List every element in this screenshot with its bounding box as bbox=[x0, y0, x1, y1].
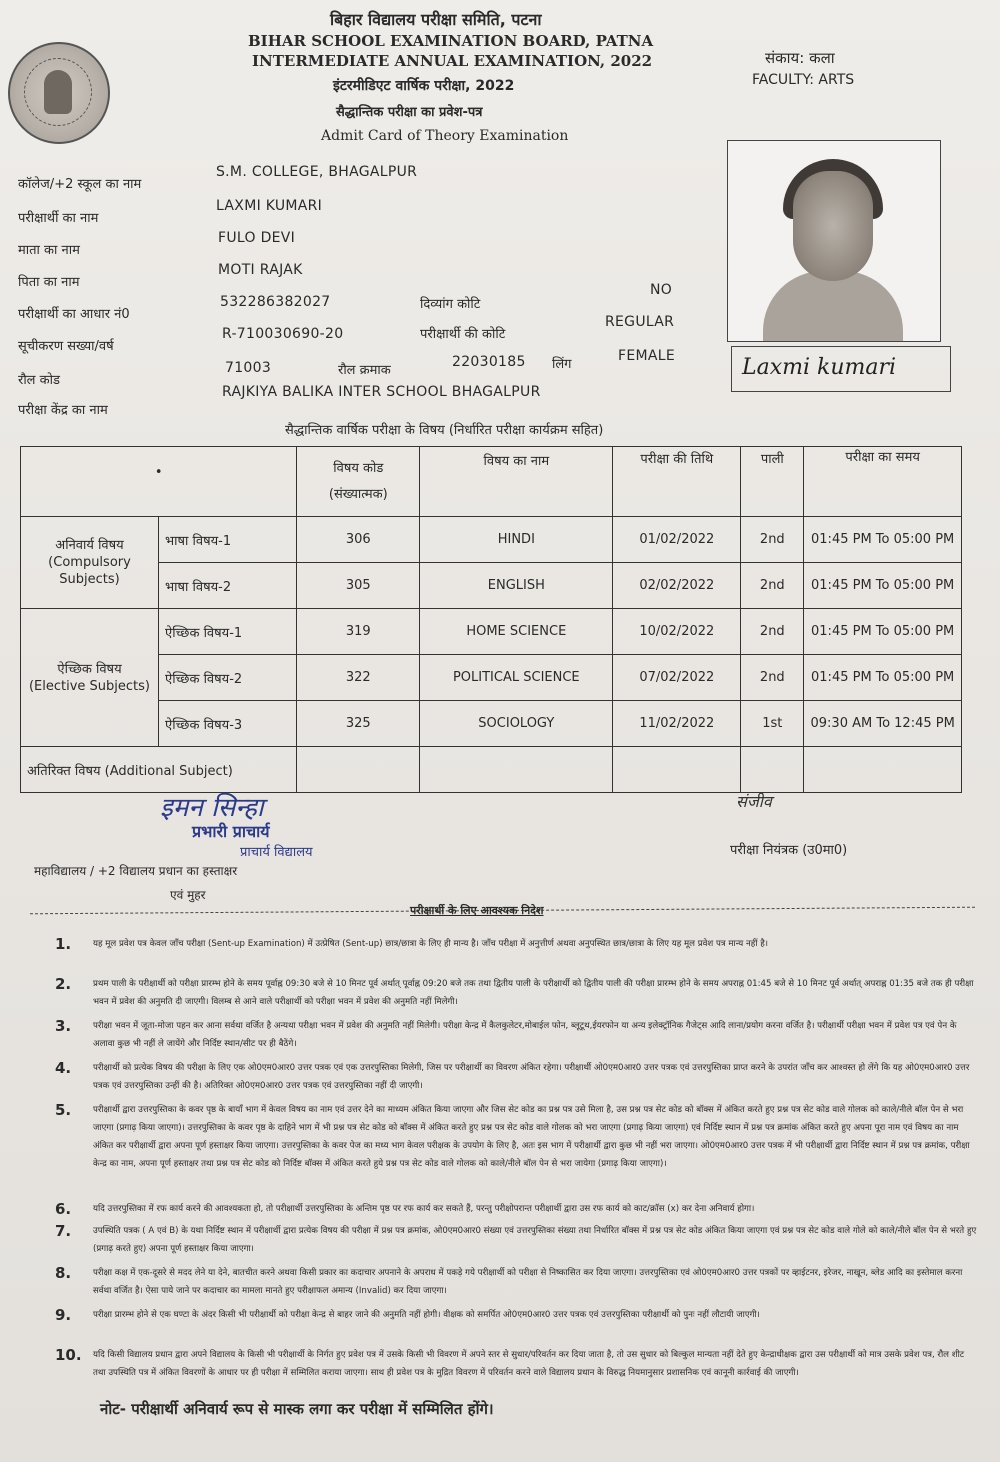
father-label: पिता का नाम bbox=[18, 275, 80, 290]
exam-date: 10/02/2022 bbox=[613, 609, 741, 655]
exam-name-english: INTERMEDIATE ANNUAL EXAMINATION, 2022 bbox=[252, 52, 653, 70]
exam-shift: 2nd bbox=[741, 609, 804, 655]
exam-name-hindi: इंटरमीडिएट वार्षिक परीक्षा, 2022 bbox=[333, 78, 515, 94]
roll-code-label: रौल कोड bbox=[18, 373, 60, 388]
disability-value: NO bbox=[650, 282, 673, 298]
table-row bbox=[21, 701, 962, 747]
aadhar-label: परीक्षार्थी का आधार नं0 bbox=[18, 307, 130, 322]
subject-type: ऐच्छिक विषय-2 bbox=[159, 655, 297, 701]
candidate-value: LAXMI KUMARI bbox=[216, 198, 323, 214]
header-time: परीक्षा का समय bbox=[804, 447, 962, 517]
roll-code-value: 71003 bbox=[225, 360, 272, 376]
mother-value: FULO DEVI bbox=[218, 230, 296, 246]
faculty-hindi: संकाय: कला bbox=[765, 49, 835, 67]
instructions-title: परीक्षार्थी के लिए आवश्यक निदेश bbox=[410, 904, 544, 917]
header-date: परीक्षा की तिथि bbox=[613, 447, 741, 517]
subject-name: SOCIOLOGY bbox=[420, 701, 613, 747]
exam-shift: 2nd bbox=[741, 517, 804, 563]
mask-note: नोट- परीक्षार्थी अनिवार्य रूप से मास्क लगा कर परीक्षा में सम्मिलित होंगे। bbox=[100, 1400, 494, 1418]
empty-cell bbox=[297, 747, 420, 793]
subject-type: भाषा विषय-1 bbox=[159, 517, 297, 563]
exam-time: 01:45 PM To 05:00 PM bbox=[804, 609, 962, 655]
controller-signature: संजीव bbox=[736, 792, 772, 811]
roll-no-label: रौल क्रमाक bbox=[338, 363, 391, 378]
college-value: S.M. COLLEGE, BHAGALPUR bbox=[216, 164, 418, 180]
table-row bbox=[21, 747, 962, 793]
college-label: कॉलेज/+2 स्कूल का नाम bbox=[18, 177, 142, 192]
subject-type: ऐच्छिक विषय-3 bbox=[159, 701, 297, 747]
board-name-hindi: बिहार विद्यालय परीक्षा समिति, पटना bbox=[330, 10, 542, 29]
subject-name: HINDI bbox=[420, 517, 613, 563]
exam-time: 01:45 PM To 05:00 PM bbox=[804, 517, 962, 563]
empty-cell bbox=[804, 747, 962, 793]
subject-type: भाषा विषय-2 bbox=[159, 563, 297, 609]
centre-label: परीक्षा केंद्र का नाम bbox=[18, 403, 108, 418]
empty-cell bbox=[613, 747, 741, 793]
subject-schedule-table bbox=[20, 446, 962, 793]
candidate-signature-box bbox=[731, 346, 951, 392]
exam-date: 07/02/2022 bbox=[613, 655, 741, 701]
empty-cell bbox=[420, 747, 613, 793]
header-shift: पाली bbox=[741, 447, 804, 517]
principal-seal-label: एवं मुहर bbox=[170, 888, 206, 902]
candidate-signature: Laxmi kumari bbox=[742, 355, 897, 380]
mother-label: माता का नाम bbox=[18, 243, 80, 258]
subject-code: 325 bbox=[297, 701, 420, 747]
subject-code: 305 bbox=[297, 563, 420, 609]
principal-sign-label: महाविद्यालय / +2 विद्यालय प्रधान का हस्ताक्षर bbox=[34, 864, 238, 878]
admit-card-page: बिहार विद्यालय परीक्षा समिति, पटना BIHAR SCHOOL EXAMINATION BOARD, PATNA INTERMEDIATE ANNUAL EXAMINATION, 2022 इंटरमीडिएट वार्षिक परीक्षा, 2022 सैद्धान्तिक परीक्षा का प्रवेश-पत्र Admit Card of Theory Examination संकाय: कला FACULTY: ARTS कॉलेज/+2 स्कूल का नाम S.M. COLLEGE, BHAGALPUR परीक्षार्थी का नाम LAXMI KUMARI माता का नाम FULO DEVI पिता का नाम MOTI RAJAK परीक्षार्थी का आधार नं0 532286382027 दिव्यांग कोटि NO सूचीकरण सख्या/वर्ष R-710030690-20 परीक्षार्थी की कोटि REGULAR रौल कोड 71003 रौल क्रमाक 22030185 लिंग FEMALE परीक्षा केंद्र का नाम RAJKIYA BALIKA INTER SCHOOL BHAGALPUR Laxmi kumari सैद्धान्तिक वार्षिक परीक्षा के विषय (निर्धारित परीक्षा कार्यक्रम सहित) • विषय कोड (संख्यात्मक) विषय का नाम परीक्षा की तिथि पाली परीक्षा का समय अनिवार्य विषय (Compulsory Subjects) भाषा विषय-1 306 HINDI 01/02/2022 2nd 01:45 PM To 05:00 PM भाषा विषय-2 305 ENGLISH 02/02/2022 2nd 01:45 PM To 05:00 PM ऐच्छिक विषय (Elective Subjects) ऐच्छिक विषय-1 319 HOME SCIENCE 10/02/2022 2nd 01:45 PM To 05:00 PM ऐच्छिक विषय-2 322 POLITICAL SCIENCE 07/02/2022 2nd 01:45 PM To 05:00 PM ऐच्छिक विषय-3 325 SOCIOLOGY 11/02/2022 1st 09:30 AM To 12:45 PM अतिरिक्त विषय (Additional Subject) इमन सिन्हा प्रभारी प्राचार्य प्राचार्य विद्यालय महाविद्यालय / +2 विद्यालय प्रधान का हस्ताक्षर एवं मुहर संजीव परीक्षा नियंत्रक (उ0मा0) परीक्षार्थी के लिए आवश्यक निदेश 1. यह मूल प्रवेश पत्र केवल जाँच परीक्षा (Sent-up Examination) में उत्प्रेषित (Sent-up) छात्र/छात्रा के लिए ही मान्य है। जाँच परीक्षा में अनुत्तीर्ण अथवा अनुपस्थित छात्र/छात्रा के लिए यह मूल प्रवेश पत्र मान्य नहीं है। 2. प्रथम पाली के परीक्षार्थी को परीक्षा प्रारम्भ होने के समय पूर्वाह्न 09:30 बजे से 10 मिनट पूर्व अर्थात् पूर्वाह्न 09:20 बजे तक तथा द्वितीय पाली के परीक्षार्थी को द्वितीय पाली की परीक्षा प्रारम्भ होने के समय अपराह्न 01:45 बजे से 10 मिनट पूर्व अर्थात् अपराह्न 01:35 बजे तक ही परीक्षा भवन में प्रवेश की अनुमति दी जाएगी। विलम्ब से आने वाले परीक्षार्थी को परीक्षा भवन में प्रवेश की अनुमति नहीं मिलेगी। 3. परीक्षा भवन में जूता-मोजा पहन कर आना सर्वथा वर्जित है अन्यथा परीक्षा भवन में प्रवेश की अनुमति नहीं मिलेगी। परीक्षा केन्द्र में कैलकुलेटर,मोबाईल फोन, ब्लूटूथ,ईयरफोन या अन्य इलेक्ट्रॉनिक गैजेट्स आदि लाना/प्रयोग करना वर्जित है। परीक्षार्थी परीक्षा भवन में प्रवेश पत्र एवं पेन के अलावा कुछ भी नहीं ले जायेंगे और निर्दिष्ट स्थान/सीट पर ही बैठेंगे। 4. परीक्षार्थी को प्रत्येक विषय की परीक्षा के लिए एक ओ0एम0आर0 उत्तर पत्रक एवं एक उत्तरपुस्तिका मिलेगी, जिस पर परीक्षार्थी का विवरण अंकित रहेगा। परीक्षार्थी ओ0एम0आर0 उत्तर पत्रक एवं उत्तरपुस्तिका प्राप्त करने के उपरांत जाँच कर आश्वस्त हो लेंगे कि यह ओ0एम0आर0 उत्तर पत्रक एवं उत्तरपुस्तिका उन्हीं की है। अतिरिक्त ओ0एम0आर0 उत्तर पत्रक एवं उत्तरपुस्तिका नहीं दी जाएगी। 5. परीक्षार्थी द्वारा उत्तरपुस्तिका के कवर पृष्ठ के बायाँ भाग में केवल विषय का नाम एवं उत्तर देने का माध्यम अंकित किया जाएगा और जिस सेट कोड का प्रश्न पत्र उसे मिला है, उस प्रश्न पत्र सेट कोड को बॉक्स में अंकित करते हुए प्रश्न पत्र सेट कोड वाले गोलक को काले/नीले बॉल पेन से भरा जाएगा (प्रगाढ़ किया जाएगा)। उत्तरपुस्तिका के कवर पृष्ठ के दाहिने भाग में भी प्रश्न पत्र सेट कोड को बॉक्स में अंकित करते हुए प्रश्न पत्र सेट कोड वाले गोलक को भरा जाएगा (प्रगाढ़ किया जाएगा) एवं निर्दिष्ट स्थान में प्रश्न पत्र क्रमांक अंकित करते हुए अपना पूरा नाम एवं विषय का नाम अंकित कर परीक्षार्थी द्वारा अपना पूर्ण हस्ताक्षर किया जाएगा। उत्तरपुस्तिका के कवर पेज का मध्य भाग केवल परीक्षक के उपयोग के लिए है, अतः इस भाग में परीक्षार्थी द्वारा कुछ भी नहीं भरा जाएगा। ओ0एम0आर0 उत्तर पत्रक में भी परीक्षार्थी द्वारा निर्दिष्ट स्थान में प्रश्न पत्र क्रमांक, परीक्षा केन्द्र का नाम, अपना पूर्ण हस्ताक्षर तथा प्रश्न पत्र सेट कोड को निर्दिष्ट बॉक्स में अंकित करते हुये प्रश्न पत्र सेट कोड वाले गोलक को काले/नीले बॉल पेन से भरा जायेगा (प्रगाढ़ किया जाएगा)। 6. यदि उत्तरपुस्तिका में रफ कार्य करने की आवश्यकता हो, तो परीक्षार्थी उत्तरपुस्तिका के अन्तिम पृष्ठ पर रफ कार्य कर सकते हैं, परन्तु परीक्षोपरान्त परीक्षार्थी द्वारा उस रफ कार्य को काट/क्रॉस (x) कर देना अनिवार्य होगा। 7. उपस्थिति पत्रक ( A एवं B) के यथा निर्दिष्ट स्थान में परीक्षार्थी द्वारा प्रत्येक विषय की परीक्षा में प्रश्न पत्र क्रमांक, ओ0एम0आर0 संख्या एवं उत्तरपुस्तिका संख्या तथा निर्धारित बॉक्स में प्रश्न पत्र सेट कोड अंकित किया जाएगा एवं प्रश्न पत्र सेट कोड वाले गोले को काले/नीले बॉल पेन से भरते हुए (प्रगाढ़ करते हुए) अपना पूर्ण हस्ताक्षर किया जाएगा। 8. परीक्षा कक्ष में एक-दूसरे से मदद लेने या देने, बातचीत करने अथवा किसी प्रकार का कदाचार अपनाने के अपराध में पकड़े गये परीक्षार्थी को परीक्षा से निष्कासित कर दिया जाएगा। उत्तरपुस्तिका एवं ओ0एम0आर0 उत्तर पत्रकों पर व्हाईटनर, इरेजर, नाखून, ब्लेड आदि का इस्तेमाल करना सर्वथा वर्जित है। ऐसा पाये जाने पर कदाचार का मामला मानते हुए परीक्षाफल अमान्य (Invalid) कर दिया जाएगा। 9. परीक्षा प्रारम्भ होने से एक घण्टा के अंदर किसी भी परीक्षार्थी को परीक्षा केन्द्र से बाहर जाने की अनुमति नहीं होगी। वीक्षक को समर्पित ओ0एम0आर0 उत्तर पत्रक एवं उत्तरपुस्तिका परीक्षार्थी को पुनः नहीं लौटायी जाएगी। 10. यदि किसी विद्यालय प्रधान द्वारा अपने विद्यालय के किसी भी परीक्षार्थी के निर्गत हुए प्रवेश पत्र में उसके किसी भी विवरण में अपने स्तर से सुधार/परिवर्तन कर दिया जाता है, तो उस सुधार को बिल्कुल मान्यता नहीं देते हुए केन्द्राधीक्षक द्वारा उस परीक्षार्थी को मात्र उसके प्रवेश पत्र, रौल शीट तथा उपस्थिति पत्र में अंकित विवरणों के आधार पर ही परीक्षा में सम्मिलित कराया जाएगा। साथ ही प्रवेश पत्र के मुद्रित विवरण में परिवर्तन करने वाले विद्यालय प्रधान के विरुद्ध नियमानुसार प्रशासनिक एवं कानूनी कार्रवाई की जाएगी। नोट- परीक्षार्थी अनिवार्य रूप से मास्क लगा कर परीक्षा में सम्मिलित होंगे। bbox=[0, 0, 1000, 1462]
faculty-english: FACULTY: ARTS bbox=[752, 72, 855, 88]
exam-time: 01:45 PM To 05:00 PM bbox=[804, 655, 962, 701]
subject-code: 322 bbox=[297, 655, 420, 701]
empty-cell bbox=[741, 747, 804, 793]
exam-shift: 1st bbox=[741, 701, 804, 747]
header-name: विषय का नाम bbox=[420, 447, 613, 517]
exam-shift: 2nd bbox=[741, 655, 804, 701]
board-seal-logo bbox=[8, 42, 110, 144]
card-title-english: Admit Card of Theory Examination bbox=[321, 128, 569, 144]
exam-date: 02/02/2022 bbox=[613, 563, 741, 609]
gender-value: FEMALE bbox=[618, 348, 676, 364]
subject-name: HOME SCIENCE bbox=[420, 609, 613, 655]
compulsory-group-cell: अनिवार्य विषय (Compulsory Subjects) bbox=[21, 517, 159, 609]
gender-label: लिंग bbox=[552, 357, 572, 372]
candidate-photo bbox=[727, 140, 941, 342]
principal-school-stamp: प्राचार्य विद्यालय bbox=[240, 845, 313, 860]
disability-label: दिव्यांग कोटि bbox=[420, 297, 481, 312]
corner-mark: • bbox=[154, 465, 163, 480]
candidate-label: परीक्षार्थी का नाम bbox=[18, 211, 99, 226]
exam-date: 01/02/2022 bbox=[613, 517, 741, 563]
elective-group-cell: ऐच्छिक विषय (Elective Subjects) bbox=[21, 609, 159, 747]
centre-value: RAJKIYA BALIKA INTER SCHOOL BHAGALPUR bbox=[222, 384, 541, 400]
board-name-english: BIHAR SCHOOL EXAMINATION BOARD, PATNA bbox=[248, 32, 654, 50]
card-title-hindi: सैद्धान्तिक परीक्षा का प्रवेश-पत्र bbox=[336, 105, 483, 120]
table-row bbox=[21, 655, 962, 701]
exam-time: 09:30 AM To 12:45 PM bbox=[804, 701, 962, 747]
exam-shift: 2nd bbox=[741, 563, 804, 609]
additional-subject-cell: अतिरिक्त विषय (Additional Subject) bbox=[21, 747, 297, 793]
subject-code: 319 bbox=[297, 609, 420, 655]
subject-table-title: सैद्धान्तिक वार्षिक परीक्षा के विषय (निर्धारित परीक्षा कार्यक्रम सहित) bbox=[285, 423, 604, 438]
registration-value: R-710030690-20 bbox=[222, 326, 344, 342]
category-label: परीक्षार्थी की कोटि bbox=[420, 327, 506, 342]
subject-code: 306 bbox=[297, 517, 420, 563]
aadhar-value: 532286382027 bbox=[220, 294, 331, 310]
subject-name: POLITICAL SCIENCE bbox=[420, 655, 613, 701]
exam-time: 01:45 PM To 05:00 PM bbox=[804, 563, 962, 609]
registration-label: सूचीकरण सख्या/वर्ष bbox=[18, 339, 114, 354]
table-row bbox=[21, 609, 962, 655]
table-corner-cell bbox=[21, 447, 297, 517]
category-value: REGULAR bbox=[605, 314, 675, 330]
roll-no-value: 22030185 bbox=[452, 354, 526, 370]
father-value: MOTI RAJAK bbox=[218, 262, 303, 278]
exam-date: 11/02/2022 bbox=[613, 701, 741, 747]
principal-signature: इमन सिन्हा bbox=[160, 793, 264, 823]
subject-type: ऐच्छिक विषय-1 bbox=[159, 609, 297, 655]
subject-name: ENGLISH bbox=[420, 563, 613, 609]
header-code: विषय कोड (संख्यात्मक) bbox=[297, 447, 420, 517]
table-row bbox=[21, 517, 962, 563]
table-row bbox=[21, 563, 962, 609]
controller-label: परीक्षा नियंत्रक (उ0मा0) bbox=[730, 843, 848, 858]
principal-title-stamp: प्रभारी प्राचार्य bbox=[192, 822, 270, 841]
